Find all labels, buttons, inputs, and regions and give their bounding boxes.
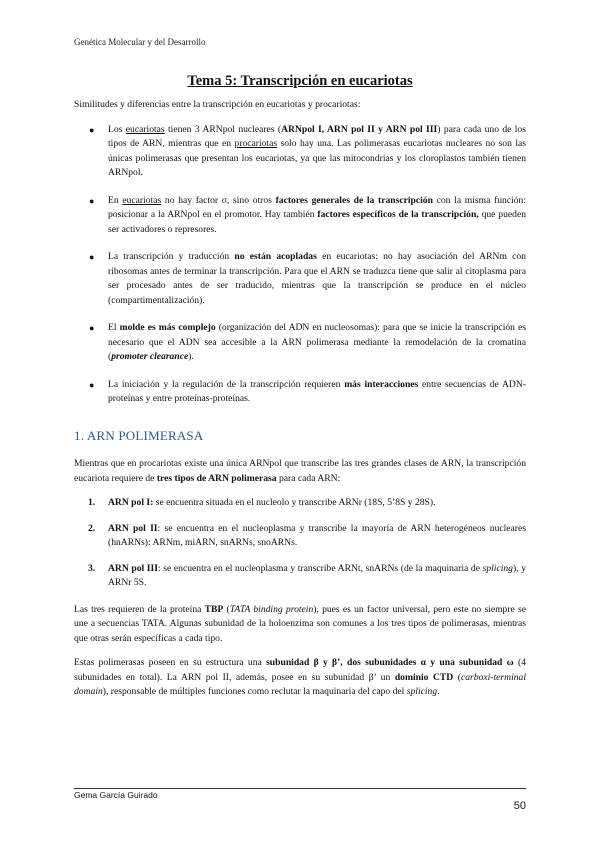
section-paragraph: Las tres requieren de la proteína TBP (TATA binding protein), pues es un factor universal, pero este no siempre se une a secuencias TATA. Algunas subunidad de la holoenzima son comunes a los tres tipos de polimerasas, mientras que otras serán específicas a cada tipo. xyxy=(74,603,527,644)
running-header: Genética Molecular y del Desarrollo xyxy=(74,37,206,47)
section-paragraph: Mientras que en procariotas existe una única ARNpol que transcribe las tres grandes clases de ARN, la transcripción eucariota requiere de tres tipos de ARN polimerasa para cada ARN: xyxy=(74,458,526,484)
page-title: Tema 5: Transcripción en eucariotas xyxy=(187,73,413,89)
bullet-icon: ● xyxy=(89,379,95,390)
section-paragraph: Estas polimerasas poseen en su estructura una subunidad β y β’, dos subunidades α y una subunidad ω (4 subunidades en total). La ARN pol II, además, posee en su subunidad β’ un dominio CTD (carboxi-terminal domain), responsable de múltiples funciones como reclutar la maquinaria del capo del splicing. xyxy=(74,657,527,697)
bullet-icon: ● xyxy=(89,252,95,262)
list-item: 1. ARN pol I: se encuentra situada en el nucleolo y transcribe ARNr (18S, 5’8S y 28S). xyxy=(74,496,526,511)
footer-divider xyxy=(74,788,526,789)
main-content xyxy=(74,98,526,710)
list-item: ● La transcripción y traducción no están acopladas en eucariotas: no hay asociación del ARNm con ribosomas antes de terminar la transcripción. Para que el ARN se traduzca tiene que salir al citoplasma para ser procesado antes de ser traducido, mientras que la transcripción se produce en el núcleo (compartimentalización). xyxy=(89,251,526,306)
list-item: ● Los eucariotas tienen 3 ARNpol nucleares (ARNpol I, ARN pol II y ARN pol III) para cada uno de los tipos de ARN, mientras que en procariotas solo hay una. Las polimerasas eucariotas nucleares no son las únicas polimerasas que presentan los eucariotas, ya que las mitocondrias y los cloroplastos también tienen ARNpol. xyxy=(89,123,526,178)
bullet-icon: ● xyxy=(89,124,95,135)
intro-paragraph: Similitudes y diferencias entre la transcripción en eucariotas y procariotas: xyxy=(74,99,361,110)
list-item: 3. ARN pol III: se encuentra en el nucleoplasma y transcribe ARNt, snARNs (de la maquinaria de splicing), y ARNr 5S. xyxy=(88,562,526,588)
polymerase-list xyxy=(74,496,526,591)
list-item: ● El molde es más complejo (organización del ADN en nucleosomas): para que se inicie la transcripción es necesario que el ADN sea accesible a la ARN polimerasa mediante la remodelación de la cromatina (promoter clearance). xyxy=(89,322,527,362)
list-item: ● La iniciación y la regulación de la transcripción requieren más interacciones entre secuencias de ADN-proteínas y entre proteínas-proteínas. xyxy=(89,378,526,404)
page-number: 50 xyxy=(513,800,526,812)
list-item: ● En eucariotas no hay factor σ, sino otros factores generales de la transcripción con la misma función: posicionar a la ARNpol en el promotor. Hay también factores específicos de la transcripción, que pueden ser activadores o represores. xyxy=(89,194,527,235)
list-number: 1. xyxy=(88,497,96,508)
comparison-list xyxy=(74,123,526,407)
list-number: 3. xyxy=(88,562,96,574)
list-number: 2. xyxy=(88,522,96,534)
list-item: 2. ARN pol II: se encuentra en el nucleoplasma y transcribe la mayoría de ARN heterogéneos nucleares (hnARNs): ARNm, miARN, snARNs, snoARNs. xyxy=(88,522,526,548)
section-heading: 1. ARN POLIMERASA xyxy=(74,427,204,443)
footer-author: Gema García Guirado xyxy=(74,790,158,800)
bullet-icon: ● xyxy=(89,195,95,206)
bullet-icon: ● xyxy=(89,323,95,333)
